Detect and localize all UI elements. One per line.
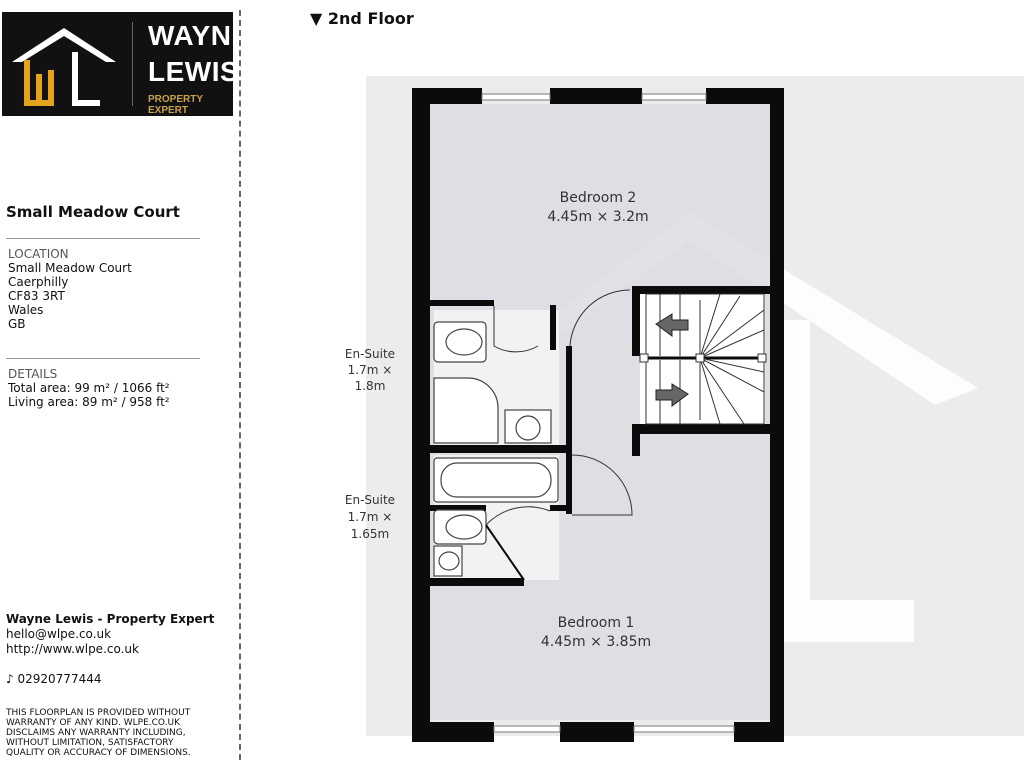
- logo-line1: WAYNE: [148, 20, 251, 51]
- disclaimer-line: THIS FLOORPLAN IS PROVIDED WITHOUT: [6, 708, 191, 718]
- sink-basin-icon: [439, 552, 459, 570]
- living-area: Living area: 89 m² / 958 ft²: [8, 395, 170, 409]
- address-line: GB: [8, 317, 26, 331]
- address-line: CF83 3RT: [8, 289, 65, 303]
- toilet-bowl-icon: [446, 515, 482, 539]
- staircase-icon: [640, 294, 766, 424]
- logo-line2: LEWIS: [148, 56, 240, 87]
- room-size: 4.45m × 3.2m: [547, 209, 649, 225]
- sink-basin-icon: [516, 416, 540, 440]
- phone-number[interactable]: 02920777444: [17, 672, 102, 686]
- phone-icon: ♪: [6, 672, 14, 686]
- room-name: Bedroom 1: [557, 615, 635, 631]
- room-size: 1.8m: [354, 379, 386, 393]
- location-heading: LOCATION: [8, 247, 69, 261]
- room-size: 1.7m ×: [347, 510, 393, 524]
- disclaimer-line: WITHOUT LIMITATION, SATISFACTORY: [6, 738, 174, 748]
- agent-name: Wayne Lewis - Property Expert: [6, 612, 215, 626]
- disclaimer-line: WARRANTY OF ANY KIND. WLPE.CO.UK: [6, 718, 181, 728]
- address-line: Small Meadow Court: [8, 261, 132, 275]
- room-name: Bedroom 2: [559, 190, 637, 206]
- logo-tagline: PROPERTY EXPERT: [148, 94, 203, 116]
- address-line: Caerphilly: [8, 275, 69, 289]
- disclaimer-line: QUALITY OR ACCURACY OF DIMENSIONS.: [6, 748, 191, 758]
- toilet-bowl-icon: [446, 329, 482, 355]
- room-size: 4.45m × 3.85m: [540, 634, 652, 650]
- floor-name: 2nd Floor: [327, 9, 414, 28]
- room-name: En-Suite: [344, 347, 396, 361]
- room-size: 1.65m: [350, 527, 390, 541]
- agent-email[interactable]: hello@wlpe.co.uk: [6, 627, 112, 641]
- disclaimer-line: DISCLAIMS ANY WARRANTY INCLUDING,: [6, 728, 186, 738]
- property-title: Small Meadow Court: [6, 203, 180, 221]
- details-heading: DETAILS: [8, 367, 58, 381]
- bathtub-inner-icon: [441, 463, 551, 497]
- agent-website[interactable]: http://www.wlpe.co.uk: [6, 642, 139, 656]
- address-line: Wales: [8, 303, 44, 317]
- room-size: 1.7m ×: [347, 363, 393, 377]
- shower-icon: [434, 378, 498, 443]
- total-area: Total area: 99 m² / 1066 ft²: [8, 381, 170, 395]
- collapse-triangle-icon[interactable]: ▼: [310, 9, 323, 28]
- room-name: En-Suite: [344, 493, 396, 507]
